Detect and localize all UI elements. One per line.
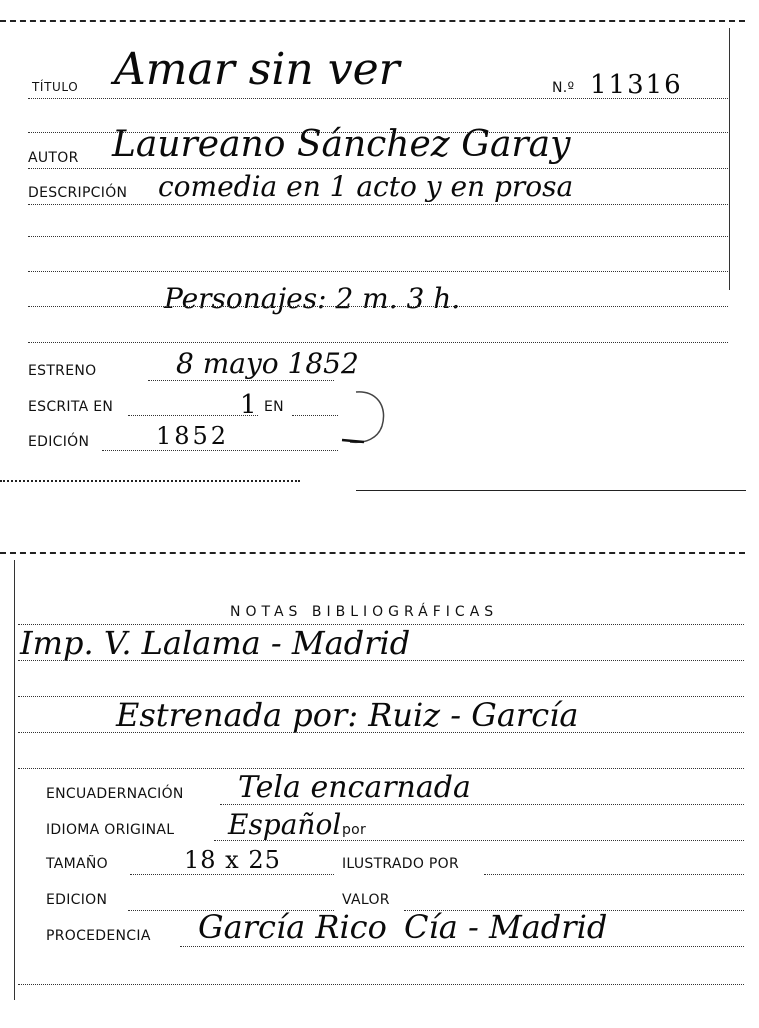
encuadernacion-value: Tela encarnada (238, 770, 471, 805)
card1-bottom-edge-left (0, 480, 300, 482)
blank-line-3 (28, 271, 728, 272)
tamano-line (130, 874, 334, 875)
card2-top-edge (0, 552, 745, 554)
ilustrado-line (484, 874, 744, 875)
escrita-en-value: 1 (240, 390, 257, 420)
blank-line-4 (28, 342, 728, 343)
en-line (292, 415, 338, 416)
edicion-label: EDICIÓN (28, 434, 90, 450)
en-label: EN (264, 399, 284, 415)
card2-left-edge (14, 560, 15, 1000)
encuadernacion-line (220, 804, 744, 805)
descripcion-value: comedia en 1 acto y en prosa (158, 170, 574, 203)
autor-value: Laureano Sánchez Garay (112, 124, 571, 165)
valor-label: VALOR (342, 892, 390, 908)
bottom-rule (18, 984, 744, 985)
ink-mark (336, 386, 392, 448)
procedencia-line (180, 946, 744, 947)
escrita-en-line (128, 415, 258, 416)
tamano-label: TAMAÑO (46, 856, 108, 872)
por-label: por (342, 822, 367, 838)
procedencia-value-2: Cía - Madrid (404, 908, 608, 946)
notas-title: NOTAS BIBLIOGRÁFICAS (230, 604, 499, 620)
estreno-line (148, 380, 334, 381)
personajes-line (28, 306, 728, 307)
edicion-value: 1852 (156, 422, 230, 450)
numero-label: N.º (552, 80, 575, 96)
estreno-label: ESTRENO (28, 363, 97, 379)
idioma-line (214, 840, 744, 841)
idioma-label: IDIOMA ORIGINAL (46, 822, 175, 838)
tamano-value: 18 x 25 (184, 846, 281, 874)
autor-line (28, 168, 728, 169)
procedencia-label: PROCEDENCIA (46, 928, 151, 944)
autor-label: AUTOR (28, 150, 79, 166)
descripcion-label: DESCRIPCIÓN (28, 185, 128, 201)
blank-line-2 (28, 236, 728, 237)
nota-rule-3 (18, 732, 744, 733)
encuadernacion-label: ENCUADERNACIÓN (46, 786, 184, 802)
titulo-value: Amar sin ver (114, 44, 400, 95)
card1-top-edge (0, 20, 745, 22)
titulo-label: TÍTULO (32, 80, 79, 94)
descripcion-line (28, 204, 728, 205)
idioma-value: Español (228, 808, 342, 841)
edicion-line (102, 450, 338, 451)
procedencia-value-1: García Rico (198, 908, 387, 946)
card1-bottom-edge-right (356, 490, 746, 491)
nota-line-2: Estrenada por: Ruiz - García (116, 696, 579, 734)
nota-rule-1 (18, 660, 744, 661)
nota-rule-4 (18, 768, 744, 769)
titulo-line (28, 98, 728, 99)
ilustrado-label: ILUSTRADO POR (342, 856, 459, 872)
escrita-en-label: ESCRITA EN (28, 399, 114, 415)
estreno-value: 8 mayo 1852 (176, 347, 359, 380)
edicion2-label: EDICION (46, 892, 108, 908)
numero-value: 11316 (590, 70, 683, 100)
personajes-value: Personajes: 2 m. 3 h. (164, 282, 461, 315)
card1-right-edge (729, 28, 730, 290)
nota-line-1: Imp. V. Lalama - Madrid (20, 624, 411, 662)
